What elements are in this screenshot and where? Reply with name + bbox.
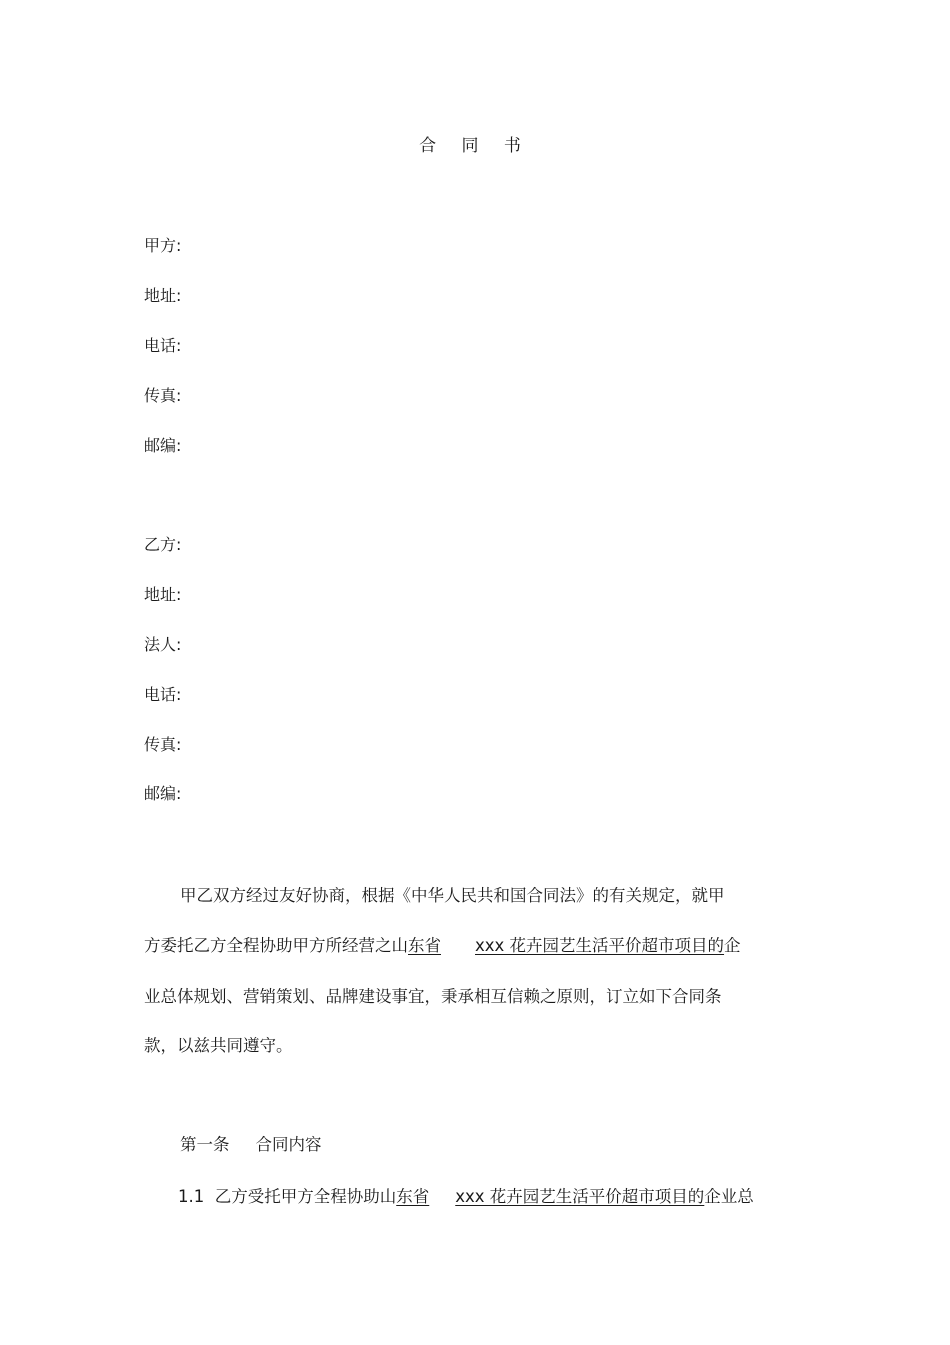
party-b-label: 乙方:	[144, 535, 182, 554]
party-b-legal-person-label: 法人:	[144, 635, 182, 654]
intro-line-2-suffix: 企	[724, 936, 741, 955]
article-1-number: 第一条	[180, 1135, 230, 1154]
intro-line-2-prefix: 方委托乙方全程协助甲方所经营之山	[144, 936, 408, 955]
clause-1-1-prefix: 乙方受托甲方全程协助山	[214, 1187, 397, 1206]
intro-line-3: 业总体规划、营销策划、品牌建设事宜，秉承相互信赖之原则，订立如下合同条	[144, 987, 722, 1006]
clause-project-name	[396, 1187, 704, 1206]
clause-project-title: xxx 花卉园艺生活平价超市项目的	[455, 1187, 705, 1206]
article-1-heading	[180, 1131, 830, 1155]
clause-1-1-number: 1.1	[178, 1187, 205, 1206]
intro-project-title: xxx 花卉园艺生活平价超市项目的	[475, 936, 725, 955]
party-b-fax-label: 传真:	[144, 735, 182, 754]
party-a-label: 甲方:	[144, 236, 182, 255]
clause-project-province: 东省	[396, 1187, 430, 1206]
party-a-phone-label: 电话:	[144, 336, 182, 355]
intro-line-1: 甲乙双方经过友好协商，根据《中华人民共和国合同法》的有关规定，就甲	[180, 886, 725, 905]
intro-line-2	[144, 932, 794, 956]
party-a-postcode-label: 邮编:	[144, 436, 182, 455]
intro-project-province: 东省	[408, 936, 441, 955]
party-a-address-label: 地址:	[144, 286, 182, 305]
party-b-postcode-label: 邮编:	[144, 784, 182, 803]
party-b-phone-label: 电话:	[144, 685, 182, 704]
party-b-address-label: 地址:	[144, 585, 182, 604]
clause-1-1	[178, 1183, 828, 1207]
document-title: 合 同 书	[419, 136, 531, 156]
clause-1-1-suffix: 企业总	[704, 1187, 754, 1206]
party-a-fax-label: 传真:	[144, 386, 182, 405]
article-1-title: 合同内容	[255, 1135, 322, 1154]
intro-line-4: 款，以兹共同遵守。	[144, 1036, 293, 1055]
intro-project-name	[408, 936, 724, 955]
